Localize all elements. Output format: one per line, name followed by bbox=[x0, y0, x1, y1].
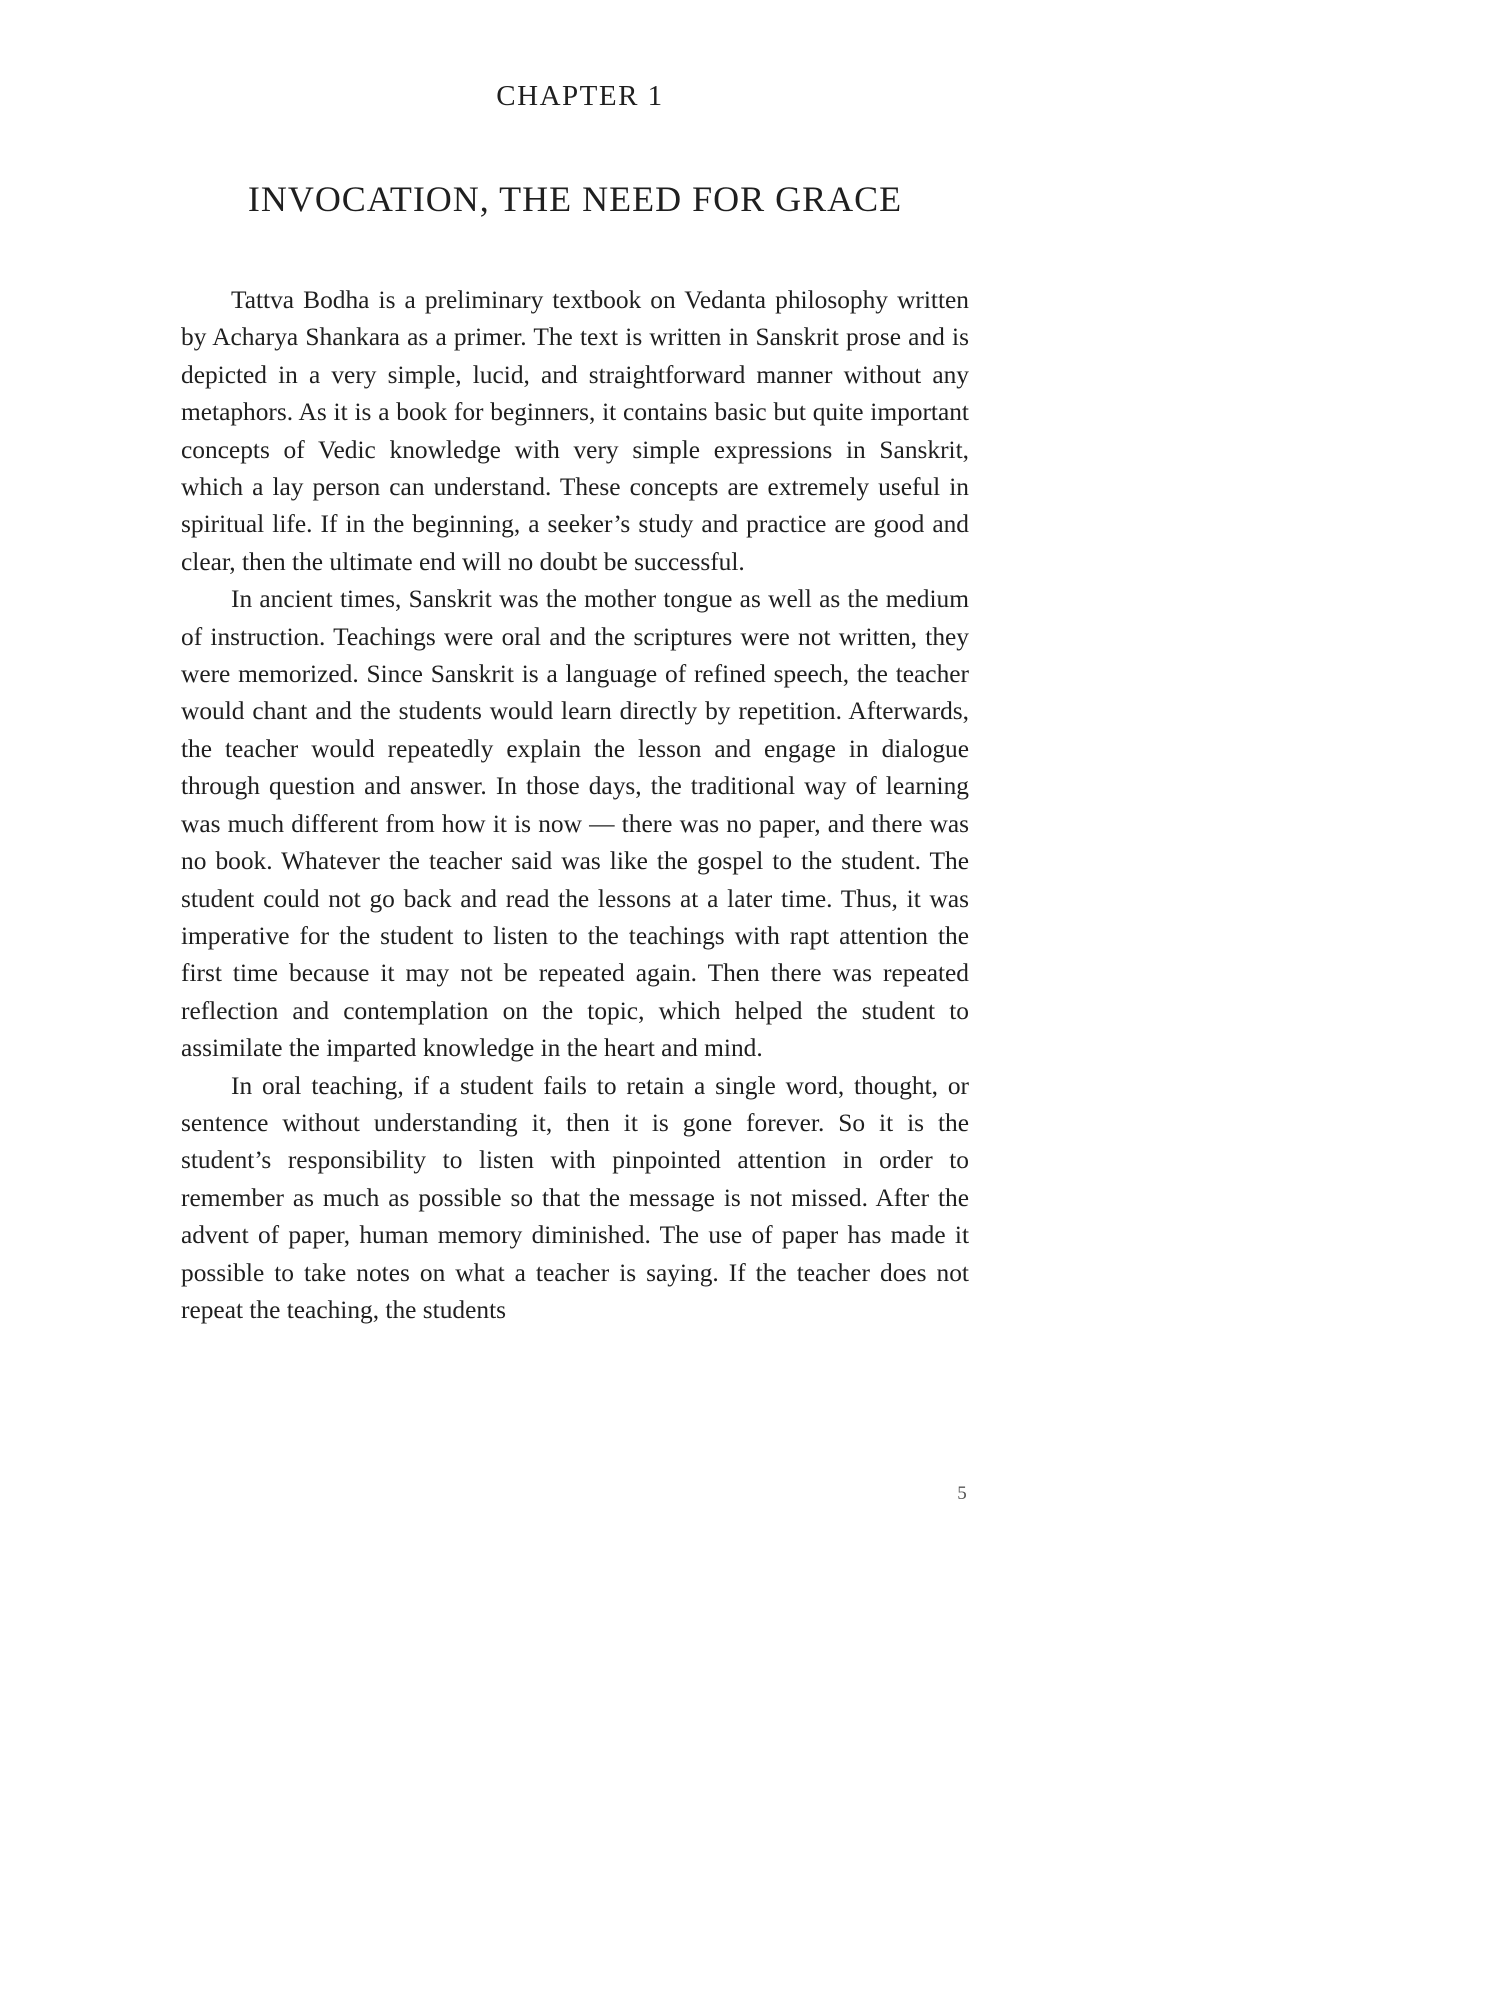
chapter-label: CHAPTER 1 bbox=[496, 80, 664, 112]
page-number: 5 bbox=[957, 1483, 967, 1504]
chapter-title: INVOCATION, THE NEED FOR GRACE bbox=[247, 179, 903, 219]
paragraph: In oral teaching, if a student fails to retain a single word, thought, or sentence without understanding it, then it is gone forever. So it is the student’s responsibility to listen with pinpointed attention in order to remember as much as possible so that the message is not missed. After the advent of paper, human memory diminished. The use of paper has made it possible to take notes on what a teacher is saying. If the teacher does not repeat the teaching, the students bbox=[181, 1071, 969, 1324]
paragraph: In ancient times, Sanskrit was the mother tongue as well as the medium of instruction. Teachings were oral and the scriptures were not written, they were memorized. Since Sanskrit is a language of refined speech, the teacher would chant and the students would learn directly by repetition. Afterwards, the teacher would repeatedly explain the lesson and engage in dialogue through question and answer. In those days, the traditional way of learning was much different from how it is now — there was no paper, and there was no book. Whatever the teacher said was like the gospel to the student. The student could not go back and read the lessons at a later time. Thus, it was imperative for the student to listen to the teachings with rapt attention the first time because it may not be repeated again. Then there was repeated reflection and contemplation on the topic, which helped the student to assimilate the imparted knowledge in the heart and mind. bbox=[181, 585, 969, 1063]
paragraph: Tattva Bodha is a preliminary textbook on Vedanta philosophy written by Acharya Shankara as a primer. The text is written in Sanskrit prose and is depicted in a very simple, lucid, and straightforward manner without any metaphors. As it is a book for beginners, it contains basic but quite important concepts of Vedic knowledge with very simple expressions in Sanskrit, which a lay person can understand. These concepts are extremely useful in spiritual life. If in the beginning, a seeker’s study and practice are good and clear, then the ultimate end will no doubt be successful. bbox=[181, 286, 969, 576]
body-text bbox=[181, 282, 969, 1329]
